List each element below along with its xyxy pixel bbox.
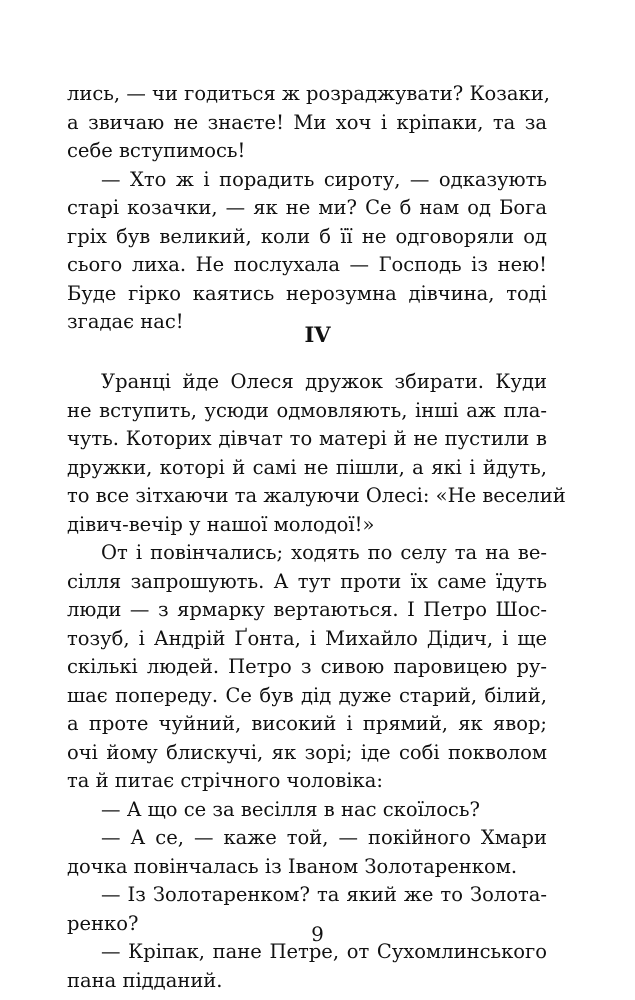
text-line: — Хто ж і порадить сироту, — одказують bbox=[101, 167, 547, 191]
text-line: Уранці йде Олеся дружок збирати. Куди bbox=[101, 370, 547, 393]
text-line: ренко? bbox=[67, 911, 139, 935]
chapter-heading: IV bbox=[304, 322, 331, 347]
text-line: себе вступимось! bbox=[67, 139, 246, 162]
text-line: а звичаю не знаєте! Ми хоч і кріпаки, та за bbox=[67, 110, 547, 134]
text-line: — А що се за весілля в нас скоїлось? bbox=[101, 797, 480, 821]
text-line: гріх був великий, коли б її не одговоряли од bbox=[67, 224, 547, 248]
page-number: 9 bbox=[311, 922, 324, 946]
text-line: дружки, которі й самі не пішли, а які і йдуть, bbox=[67, 455, 547, 479]
text-line: — Кріпак, пане Петре, от Сухомлинського bbox=[101, 940, 547, 963]
text-line: старі козачки, — як не ми? Се б нам од Бога bbox=[67, 196, 547, 219]
text-line: От і повінчались; ходять по селу та на ве- bbox=[101, 541, 547, 564]
text-line: тозуб, і Андрій Ґонта, і Михайло Дідич, і ще bbox=[67, 626, 547, 650]
text-line: то все зітхаючи та жалуючи Олесі: «Не веселий bbox=[67, 484, 566, 507]
text-line: дівич-вечір у нашої молодої!» bbox=[67, 512, 375, 536]
text-line: шає попереду. Се був дід дуже старий, білий, bbox=[67, 683, 547, 707]
text-line: люди — з ярмарку вертаються. І Петро Шос- bbox=[67, 598, 547, 621]
text-line: очі йому блискучі, як зорі; іде собі покволом bbox=[67, 740, 547, 764]
text-line: Буде гірко каятись нерозумна дівчина, тоді bbox=[67, 281, 547, 305]
text-line: пана підданий. bbox=[67, 968, 223, 992]
text-line: та й питає стрічного чоловіка: bbox=[67, 769, 383, 792]
text-line: сього лиха. Не послухала — Господь із нею! bbox=[67, 253, 547, 276]
text-line: а проте чуйний, високий і прямий, як явор; bbox=[67, 712, 547, 735]
chapter-text-block bbox=[67, 368, 566, 995]
text-line: чуть. Которих дівчат то матері й не пустили в bbox=[67, 427, 547, 450]
text-line: згадає нас! bbox=[67, 310, 184, 333]
text-line: не вступить, усюди одмовляють, інші аж пла- bbox=[67, 398, 547, 422]
text-line: скількі людей. Петро з сивою паровицею ру- bbox=[67, 655, 547, 678]
text-line: — А се, — каже той, — покійного Хмари bbox=[101, 826, 547, 849]
top-text-block bbox=[67, 80, 550, 337]
text-line: — Із Золотаренком? та який же то Золота- bbox=[101, 883, 547, 906]
text-line: сілля запрошують. А тут проти їх саме їдуть bbox=[67, 569, 547, 593]
text-line: лись, — чи годиться ж розраджувати? Козаки, bbox=[67, 82, 550, 105]
text-line: дочка повінчалась із Іваном Золотаренком. bbox=[67, 854, 518, 878]
